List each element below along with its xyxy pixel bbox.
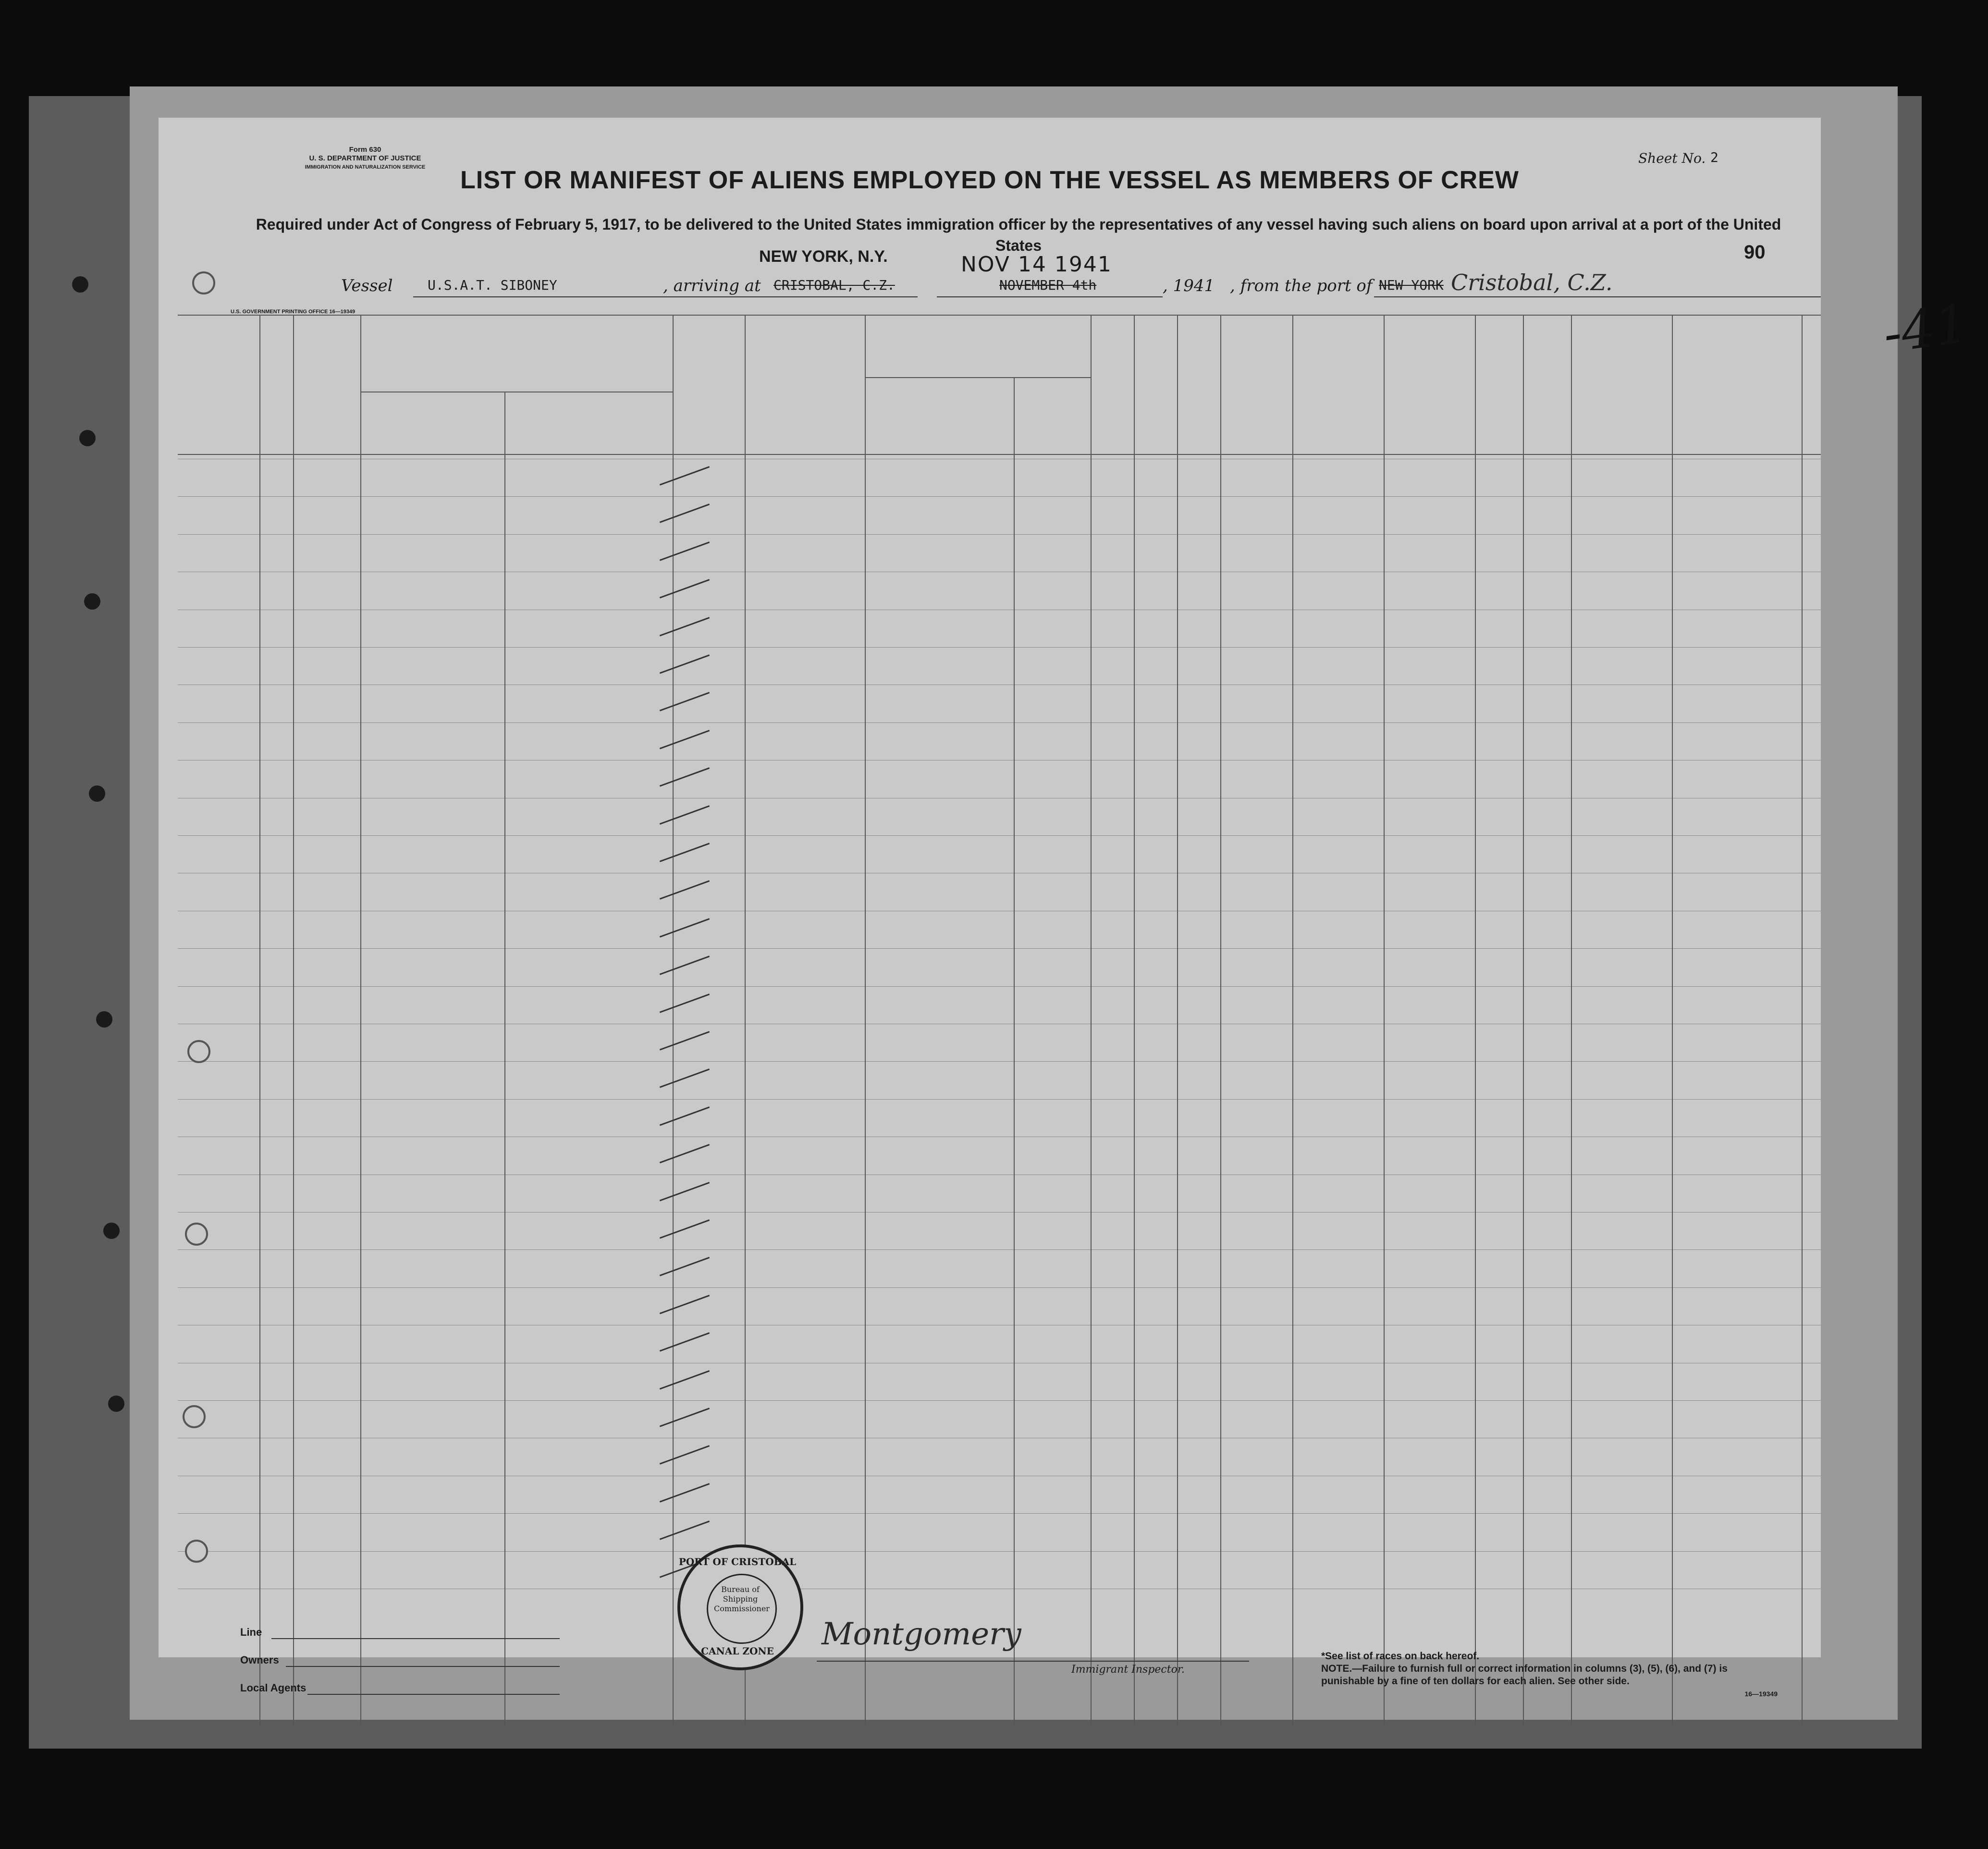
shipped-subheader-rule <box>865 377 1091 378</box>
owners-label: Owners <box>240 1654 279 1666</box>
column-rule <box>1014 377 1015 1725</box>
row-rule <box>178 1287 1821 1288</box>
service-slash-mark <box>660 955 710 975</box>
service-slash-mark <box>660 993 710 1013</box>
sheet-number: 2 <box>1710 149 1718 165</box>
service-slash-mark <box>660 1069 710 1088</box>
column-rule <box>1220 315 1221 1725</box>
column-rule <box>360 315 361 1725</box>
service-slash-mark <box>660 1031 710 1050</box>
binder-hole <box>72 276 88 293</box>
form-number: Form 630 <box>349 146 381 154</box>
service-slash-mark <box>660 617 710 636</box>
manifest-sheet <box>159 118 1821 1698</box>
from-port-struck: NEW YORK <box>1379 277 1444 293</box>
column-rule <box>1802 315 1803 1725</box>
page-title: LIST OR MANIFEST OF ALIENS EMPLOYED ON THE VESSEL AS MEMBERS OF CREW <box>460 166 1519 194</box>
service-slash-mark <box>660 1106 710 1126</box>
column-rule <box>1672 315 1673 1725</box>
service-slash-mark <box>660 466 710 485</box>
service-slash-mark <box>660 1370 710 1389</box>
arrival-date-struck: NOVEMBER 4th <box>999 277 1097 293</box>
service-slash-mark <box>660 1182 710 1201</box>
column-rule <box>259 315 260 1725</box>
arriving-port: NEW YORK, N.Y. <box>759 247 888 266</box>
service-name: IMMIGRATION AND NATURALIZATION SERVICE <box>305 164 426 170</box>
vessel-label: Vessel <box>341 276 393 295</box>
from-port-handwritten: Cristobal, C.Z. <box>1451 269 1613 295</box>
service-slash-mark <box>660 767 710 786</box>
arriving-port-struck: CRISTOBAL, C.Z. <box>773 277 895 293</box>
service-slash-mark <box>660 1332 710 1351</box>
service-slash-mark <box>660 504 710 523</box>
row-rule <box>178 647 1821 648</box>
column-rule <box>1134 315 1135 1725</box>
column-rule <box>865 315 866 1725</box>
service-slash-mark <box>660 579 710 598</box>
service-slash-mark <box>660 654 710 673</box>
service-slash-mark <box>660 1408 710 1427</box>
row-rule <box>178 1551 1821 1552</box>
arrival-date-stamp: NOV 14 1941 <box>961 252 1112 277</box>
fine-note: NOTE.—Failure to furnish full or correct information in columns (3), (5), (6), and (7) is punishable by a fine of ten dollars for each alien. See other side. <box>1321 1663 1728 1687</box>
binder-hole <box>84 593 100 610</box>
row-rule <box>178 1513 1821 1514</box>
service-slash-mark <box>660 1295 710 1314</box>
row-rule <box>178 835 1821 836</box>
column-rule <box>1292 315 1293 1725</box>
service-slash-mark <box>660 692 710 711</box>
row-rule <box>178 986 1821 987</box>
stamp-center-text: Bureau of Shipping Commissioner <box>714 1585 770 1613</box>
department-name: U. S. DEPARTMENT OF JUSTICE <box>309 154 421 162</box>
column-rule <box>1571 315 1572 1725</box>
port-stamp <box>677 1544 803 1670</box>
service-slash-mark <box>660 881 710 900</box>
column-rule <box>293 315 294 1725</box>
binder-ring <box>183 1405 206 1428</box>
line-label: Line <box>240 1626 262 1638</box>
arriving-label: , arriving at <box>663 276 761 295</box>
header-bottom-rule <box>178 454 1821 455</box>
row-rule <box>178 1249 1821 1250</box>
printing-office: U.S. GOVERNMENT PRINTING OFFICE 16—19349 <box>231 309 356 315</box>
column-rule <box>504 392 505 1725</box>
binder-hole <box>89 785 105 802</box>
form-code: 16—19349 <box>1744 1690 1778 1698</box>
service-slash-mark <box>660 730 710 749</box>
service-slash-mark <box>660 918 710 937</box>
races-note: *See list of races on back hereof. <box>1321 1651 1480 1662</box>
row-rule <box>178 1400 1821 1401</box>
row-rule <box>178 1061 1821 1062</box>
table-top-rule <box>178 315 1821 316</box>
page-number: 90 <box>1744 242 1766 263</box>
sheet-number-label: Sheet No. <box>1638 150 1706 166</box>
column-rule <box>1091 315 1092 1725</box>
row-rule <box>178 496 1821 497</box>
margin-mark: -41 <box>1879 292 1973 365</box>
service-slash-mark <box>660 541 710 561</box>
row-rule <box>178 534 1821 535</box>
inspector-label: Immigrant Inspector. <box>1071 1664 1185 1676</box>
vessel-name: U.S.A.T. SIBONEY <box>428 277 557 293</box>
binder-hole <box>96 1011 112 1028</box>
from-port-label: , from the port of <box>1230 276 1373 295</box>
service-slash-mark <box>660 1257 710 1276</box>
column-rule <box>1523 315 1524 1725</box>
service-slash-mark <box>660 805 710 824</box>
binder-ring <box>185 1223 208 1246</box>
binder-hole <box>79 430 96 446</box>
service-slash-mark <box>660 1445 710 1465</box>
binder-ring <box>192 271 215 294</box>
binder-hole <box>103 1223 120 1239</box>
column-rule <box>1384 315 1385 1725</box>
arrival-year: , 1941 <box>1163 276 1215 295</box>
column-rule <box>745 315 746 1725</box>
inspector-signature: Montgomery <box>822 1616 1021 1652</box>
stamp-bottom-text: CANAL ZONE <box>701 1645 774 1657</box>
service-slash-mark <box>660 843 710 862</box>
row-rule <box>178 722 1821 723</box>
requirement-text: Required under Act of Congress of February 5, 1917, to be delivered to the United States immigration officer by the representatives of any vessel having such aliens on board upon arrival at a port of the United States <box>256 216 1781 254</box>
row-rule <box>178 1099 1821 1100</box>
crew-table <box>178 315 1821 1725</box>
footer-note <box>1321 1650 1778 1700</box>
service-slash-mark <box>660 1219 710 1238</box>
stamp-ring-text: PORT OF CRISTOBAL <box>678 1556 797 1567</box>
row-rule <box>178 948 1821 949</box>
binder-ring <box>185 1540 208 1563</box>
column-rule <box>1475 315 1476 1725</box>
service-slash-mark <box>660 1144 710 1163</box>
service-slash-mark <box>660 1520 710 1540</box>
binder-ring <box>187 1040 210 1063</box>
local-agents-label: Local Agents <box>240 1682 307 1694</box>
column-rule <box>673 315 674 1725</box>
service-slash-mark <box>660 1483 710 1502</box>
column-rule <box>1177 315 1178 1725</box>
binder-hole <box>108 1396 124 1412</box>
